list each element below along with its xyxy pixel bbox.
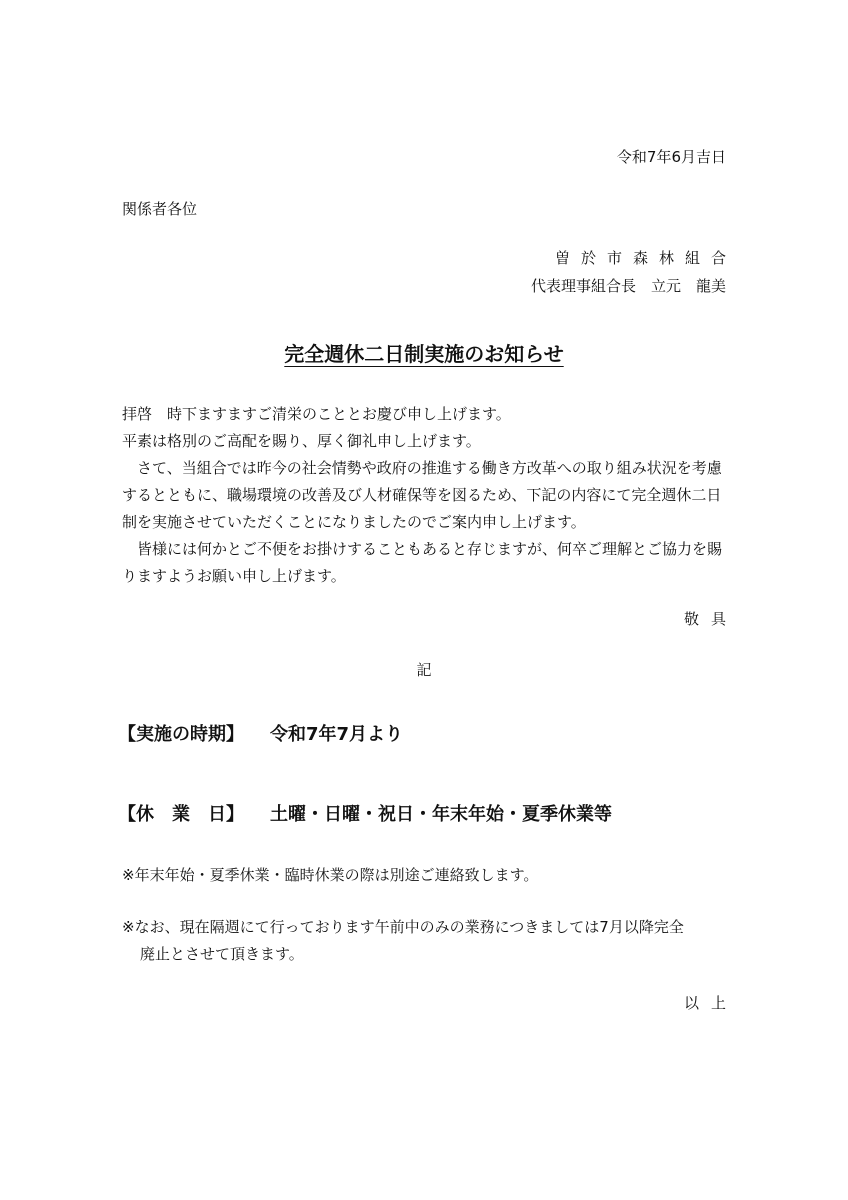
note-2-line-1: ※なお、現在隔週にて行っております午前中のみの業務につきましては7月以降完全 [122, 918, 684, 936]
body-paragraph-1: さて、当組合では昨今の社会情勢や政府の推進する働き方改革への取り組み状況を考慮するとともに、職場環境の改善及び人材確保等を図るため、下記の内容にて完全週休二日制を実施させていただくことになりましたのでご案内申し上げます。 [122, 459, 722, 531]
document-date: 令和7年6月吉日 [616, 148, 726, 166]
item-holidays [118, 800, 612, 826]
thanks-line: 平素は格別のご高配を賜り、厚く御礼申し上げます。 [122, 432, 481, 450]
closing-ijo: 以上 [683, 994, 738, 1012]
body-paragraph-2: 皆様には何かとご不便をお掛けすることもあると存じますが、何卒ご理解とご協力を賜りますようお願い申し上げます。 [122, 540, 723, 585]
item-period [118, 720, 403, 746]
sender-organization: 曽於市森林組合 [554, 249, 737, 267]
ki-marker: 記 [416, 661, 432, 679]
item-period-value: 令和7年7月より [270, 724, 404, 745]
sender-representative: 代表理事組合長 立元 龍美 [530, 277, 726, 295]
greeting: 拝啓 時下ますますご清栄のこととお慶び申し上げます。 [122, 405, 511, 423]
note-1: ※年末年始・夏季休業・臨時休業の際は別途ご連絡致します。 [122, 866, 539, 884]
document-title [0, 338, 848, 367]
addressee: 関係者各位 [122, 200, 198, 218]
item-holidays-value: 土曜・日曜・祝日・年末年始・夏季休業等 [270, 804, 612, 825]
document-body [122, 401, 728, 590]
note-2-line-2: 廃止とさせて頂きます。 [140, 945, 304, 963]
document-title-text: 完全週休二日制実施のお知らせ [284, 342, 564, 366]
closing-keigu: 敬具 [683, 610, 738, 628]
note-2 [122, 914, 728, 968]
item-holidays-label: 【休 業 日】 [118, 804, 244, 825]
item-period-label: 【実施の時期】 [118, 724, 244, 745]
